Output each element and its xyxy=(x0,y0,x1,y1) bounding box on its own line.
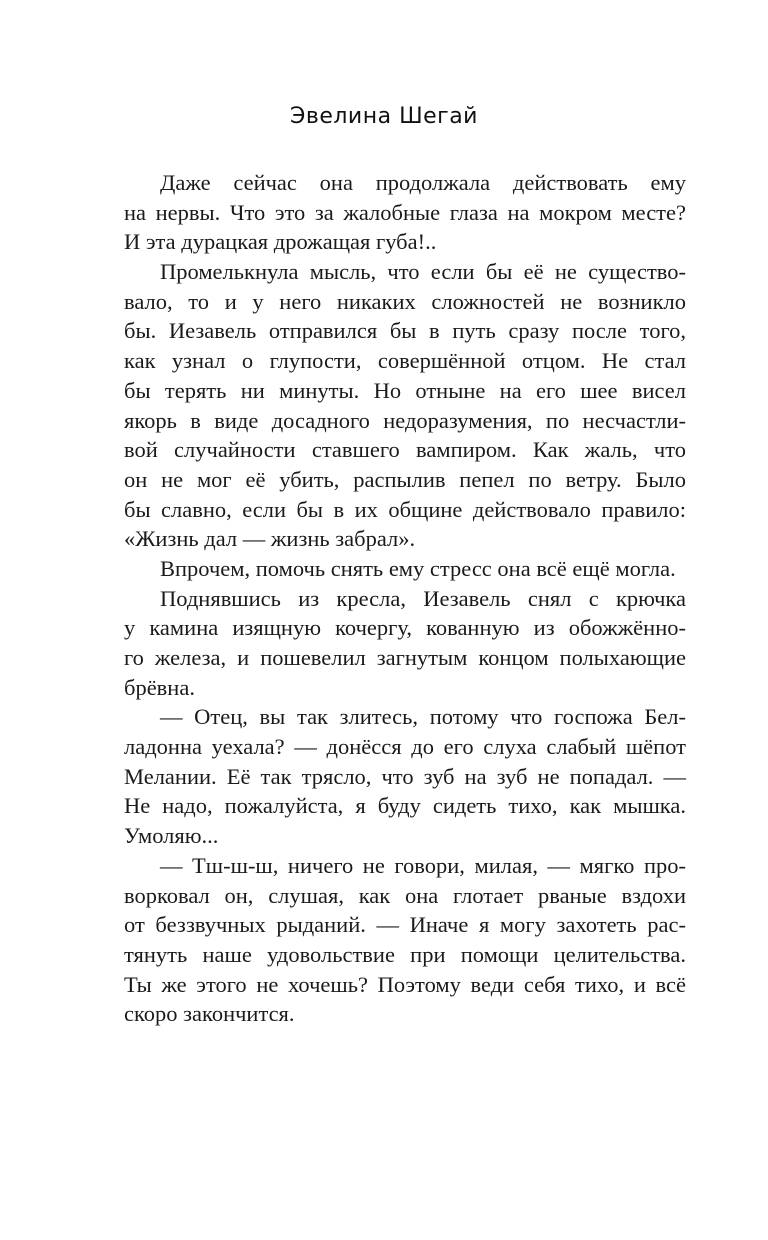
text-line: от беззвучных рыданий. — Иначе я могу захотеть рас- xyxy=(124,912,686,938)
text-line: как узнал о глупости, совершённой отцом. Не стал xyxy=(124,348,686,374)
text-line: тянуть наше удовольствие при помощи целительства. xyxy=(124,941,686,967)
text-line: Не надо, пожалуйста, я буду сидеть тихо, как мышка. xyxy=(124,793,686,819)
text-line: бы. Иезавель отправился бы в путь сразу после того, xyxy=(124,318,686,344)
paragraph xyxy=(124,257,686,554)
text-line: скоро закончится. xyxy=(124,1001,295,1027)
text-line: ворковал он, слушая, как она глотает рваные вздохи xyxy=(124,882,686,908)
text-line: Поднявшись из кресла, Иезавель снял с крючка xyxy=(160,585,686,611)
text-line: бы терять ни минуты. Но отныне на его шее висел xyxy=(124,377,686,403)
text-line: Впрочем, помочь снять ему стресс она всё ещё могла. xyxy=(160,555,676,581)
text-line: брёвна. xyxy=(124,674,195,700)
text-line: Промелькнула мысль, что если бы её не существо- xyxy=(160,259,686,285)
text-line: «Жизнь дал — жизнь забрал». xyxy=(124,526,416,552)
text-line: — Тш-ш-ш, ничего не говори, милая, — мягко про- xyxy=(160,852,686,878)
text-line: Даже сейчас она продолжала действовать ему xyxy=(160,170,686,195)
text-line: И эта дурацкая дрожащая губа!.. xyxy=(124,229,437,255)
text-line: у камина изящную кочергу, кованную из обожжённо- xyxy=(124,615,686,641)
text-line: вало, то и у него никаких сложностей не возникло xyxy=(124,288,686,314)
text-line: якорь в виде досадного недоразумения, по несчастли- xyxy=(124,407,686,433)
text-line: Мелании. Её так трясло, что зуб на зуб не попадал. — xyxy=(124,763,686,789)
text-line: вой случайности ставшего вампиром. Как жаль, что xyxy=(124,437,686,463)
paragraph xyxy=(124,168,686,257)
text-line: го железа, и пошевелил загнутым концом полыхающие xyxy=(124,645,686,670)
paragraph xyxy=(124,584,686,703)
paragraph xyxy=(124,702,686,850)
text-line: ладонна уехала? — донёсся до его слуха слабый шёпот xyxy=(124,734,686,760)
text-line: он не мог её убить, распылив пепел по ветру. Было xyxy=(124,466,686,492)
text-line: бы славно, если бы в их общине действовало правило: xyxy=(124,496,686,522)
paragraph xyxy=(124,554,686,584)
text-line: Ты же этого не хочешь? Поэтому веди себя тихо, и всё xyxy=(124,971,686,997)
paragraph xyxy=(124,851,686,1029)
running-header-author: Эвелина Шегай xyxy=(290,104,478,129)
text-line: на нервы. Что это за жалобные глаза на мокром месте? xyxy=(124,199,686,225)
body-text xyxy=(124,168,686,1029)
text-line: Умоляю... xyxy=(124,823,219,849)
text-line: — Отец, вы так злитесь, потому что госпожа Бел- xyxy=(160,704,686,730)
